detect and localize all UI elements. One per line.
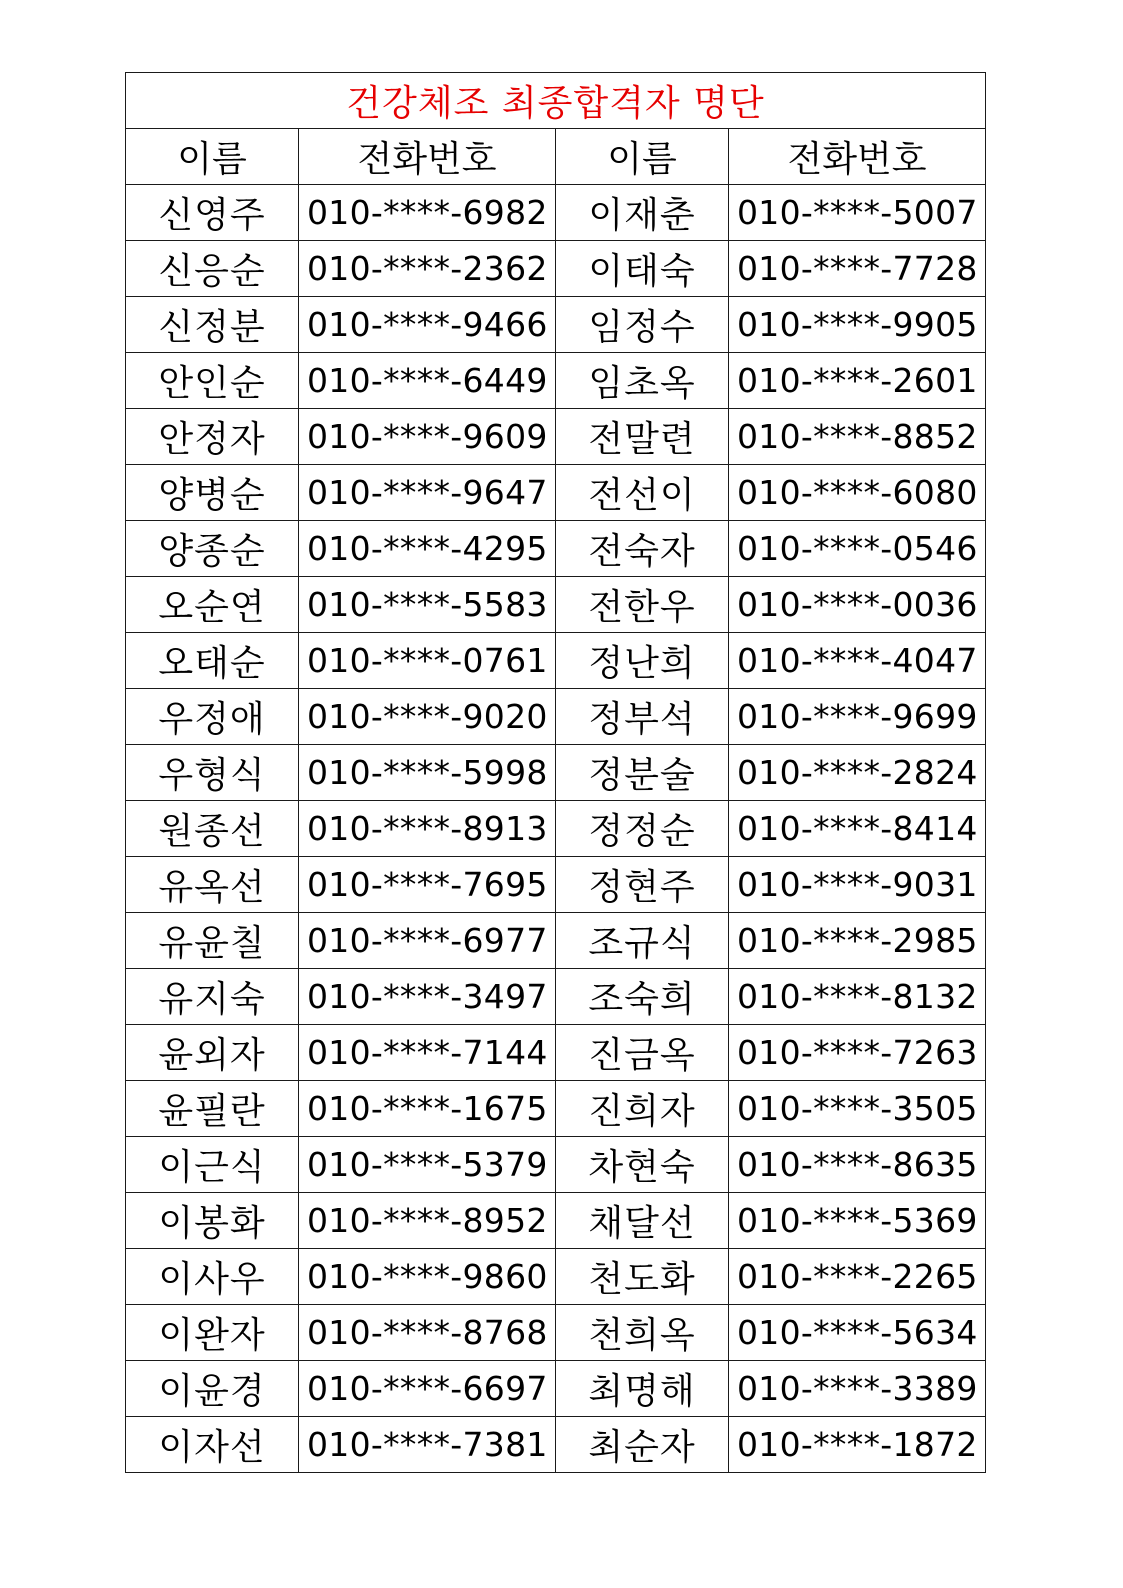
header-phone-left: 전화번호 — [299, 129, 556, 185]
cell-phone-right: 010-****-8635 — [729, 1137, 986, 1193]
cell-phone-left: 010-****-0761 — [299, 633, 556, 689]
cell-phone-right: 010-****-0546 — [729, 521, 986, 577]
cell-phone-left: 010-****-9647 — [299, 465, 556, 521]
cell-phone-left: 010-****-5583 — [299, 577, 556, 633]
cell-phone-left: 010-****-8913 — [299, 801, 556, 857]
cell-name-left: 이완자 — [126, 1305, 299, 1361]
cell-phone-left: 010-****-9609 — [299, 409, 556, 465]
cell-name-right: 천희옥 — [556, 1305, 729, 1361]
cell-phone-left: 010-****-9466 — [299, 297, 556, 353]
cell-phone-right: 010-****-5007 — [729, 185, 986, 241]
cell-phone-right: 010-****-7728 — [729, 241, 986, 297]
cell-phone-right: 010-****-8414 — [729, 801, 986, 857]
header-row — [126, 129, 986, 185]
table-row — [126, 353, 986, 409]
cell-phone-left: 010-****-7695 — [299, 857, 556, 913]
cell-name-right: 조숙희 — [556, 969, 729, 1025]
cell-name-left: 오순연 — [126, 577, 299, 633]
cell-phone-left: 010-****-1675 — [299, 1081, 556, 1137]
cell-phone-right: 010-****-0036 — [729, 577, 986, 633]
cell-name-left: 안정자 — [126, 409, 299, 465]
cell-name-right: 이태숙 — [556, 241, 729, 297]
cell-phone-left: 010-****-8768 — [299, 1305, 556, 1361]
cell-phone-right: 010-****-2985 — [729, 913, 986, 969]
cell-phone-left: 010-****-5379 — [299, 1137, 556, 1193]
cell-name-right: 차현숙 — [556, 1137, 729, 1193]
cell-name-right: 채달선 — [556, 1193, 729, 1249]
cell-name-left: 유윤칠 — [126, 913, 299, 969]
table-row — [126, 465, 986, 521]
cell-phone-left: 010-****-9860 — [299, 1249, 556, 1305]
table-row — [126, 1417, 986, 1473]
cell-phone-right: 010-****-3389 — [729, 1361, 986, 1417]
roster-body — [126, 185, 986, 1473]
cell-name-right: 전선이 — [556, 465, 729, 521]
header-name-left: 이름 — [126, 129, 299, 185]
cell-name-left: 윤필란 — [126, 1081, 299, 1137]
table-row — [126, 857, 986, 913]
cell-name-left: 이봉화 — [126, 1193, 299, 1249]
cell-phone-right: 010-****-7263 — [729, 1025, 986, 1081]
cell-name-right: 정정순 — [556, 801, 729, 857]
cell-phone-right: 010-****-2601 — [729, 353, 986, 409]
table-row — [126, 521, 986, 577]
cell-phone-left: 010-****-5998 — [299, 745, 556, 801]
cell-name-right: 정난희 — [556, 633, 729, 689]
cell-name-right: 진금옥 — [556, 1025, 729, 1081]
cell-phone-right: 010-****-8132 — [729, 969, 986, 1025]
cell-phone-left: 010-****-6697 — [299, 1361, 556, 1417]
cell-name-left: 안인순 — [126, 353, 299, 409]
cell-phone-right: 010-****-2265 — [729, 1249, 986, 1305]
cell-phone-right: 010-****-1872 — [729, 1417, 986, 1473]
cell-phone-right: 010-****-6080 — [729, 465, 986, 521]
cell-name-left: 신정분 — [126, 297, 299, 353]
cell-phone-left: 010-****-7381 — [299, 1417, 556, 1473]
table-row — [126, 1361, 986, 1417]
cell-name-left: 이사우 — [126, 1249, 299, 1305]
cell-phone-left: 010-****-6977 — [299, 913, 556, 969]
cell-name-right: 조규식 — [556, 913, 729, 969]
cell-phone-right: 010-****-9031 — [729, 857, 986, 913]
cell-phone-right: 010-****-2824 — [729, 745, 986, 801]
cell-phone-left: 010-****-7144 — [299, 1025, 556, 1081]
cell-name-right: 전숙자 — [556, 521, 729, 577]
table-row — [126, 745, 986, 801]
cell-name-left: 우정애 — [126, 689, 299, 745]
table-row — [126, 1193, 986, 1249]
table-row — [126, 1249, 986, 1305]
table-row — [126, 969, 986, 1025]
cell-name-right: 정현주 — [556, 857, 729, 913]
cell-phone-left: 010-****-9020 — [299, 689, 556, 745]
title-row — [126, 73, 986, 129]
cell-name-right: 최명해 — [556, 1361, 729, 1417]
table-row — [126, 1081, 986, 1137]
cell-phone-right: 010-****-3505 — [729, 1081, 986, 1137]
cell-name-right: 정부석 — [556, 689, 729, 745]
cell-name-right: 임정수 — [556, 297, 729, 353]
table-row — [126, 1137, 986, 1193]
cell-name-left: 우형식 — [126, 745, 299, 801]
table-row — [126, 241, 986, 297]
table-title: 건강체조 최종합격자 명단 — [126, 73, 986, 129]
cell-phone-right: 010-****-9905 — [729, 297, 986, 353]
roster-table — [125, 72, 986, 1473]
table-row — [126, 409, 986, 465]
table-row — [126, 913, 986, 969]
table-row — [126, 1025, 986, 1081]
table-row — [126, 801, 986, 857]
table-row — [126, 689, 986, 745]
cell-name-right: 정분술 — [556, 745, 729, 801]
table-row — [126, 633, 986, 689]
cell-name-left: 이근식 — [126, 1137, 299, 1193]
table-row — [126, 185, 986, 241]
cell-phone-left: 010-****-2362 — [299, 241, 556, 297]
cell-phone-left: 010-****-8952 — [299, 1193, 556, 1249]
header-phone-right: 전화번호 — [729, 129, 986, 185]
cell-name-left: 양병순 — [126, 465, 299, 521]
cell-name-left: 이자선 — [126, 1417, 299, 1473]
cell-name-right: 이재춘 — [556, 185, 729, 241]
table-row — [126, 297, 986, 353]
cell-name-left: 오태순 — [126, 633, 299, 689]
cell-name-left: 유옥선 — [126, 857, 299, 913]
cell-phone-left: 010-****-3497 — [299, 969, 556, 1025]
cell-phone-right: 010-****-5369 — [729, 1193, 986, 1249]
cell-name-right: 전말련 — [556, 409, 729, 465]
cell-name-right: 최순자 — [556, 1417, 729, 1473]
cell-name-left: 양종순 — [126, 521, 299, 577]
header-name-right: 이름 — [556, 129, 729, 185]
cell-phone-right: 010-****-8852 — [729, 409, 986, 465]
table-row — [126, 577, 986, 633]
cell-name-left: 원종선 — [126, 801, 299, 857]
table-row — [126, 1305, 986, 1361]
cell-name-left: 신응순 — [126, 241, 299, 297]
cell-name-left: 이윤경 — [126, 1361, 299, 1417]
cell-phone-left: 010-****-6982 — [299, 185, 556, 241]
cell-name-right: 전한우 — [556, 577, 729, 633]
cell-name-left: 유지숙 — [126, 969, 299, 1025]
cell-name-right: 진희자 — [556, 1081, 729, 1137]
cell-name-right: 천도화 — [556, 1249, 729, 1305]
cell-name-left: 윤외자 — [126, 1025, 299, 1081]
cell-name-left: 신영주 — [126, 185, 299, 241]
cell-phone-right: 010-****-5634 — [729, 1305, 986, 1361]
cell-phone-left: 010-****-4295 — [299, 521, 556, 577]
cell-phone-right: 010-****-9699 — [729, 689, 986, 745]
cell-name-right: 임초옥 — [556, 353, 729, 409]
cell-phone-right: 010-****-4047 — [729, 633, 986, 689]
cell-phone-left: 010-****-6449 — [299, 353, 556, 409]
